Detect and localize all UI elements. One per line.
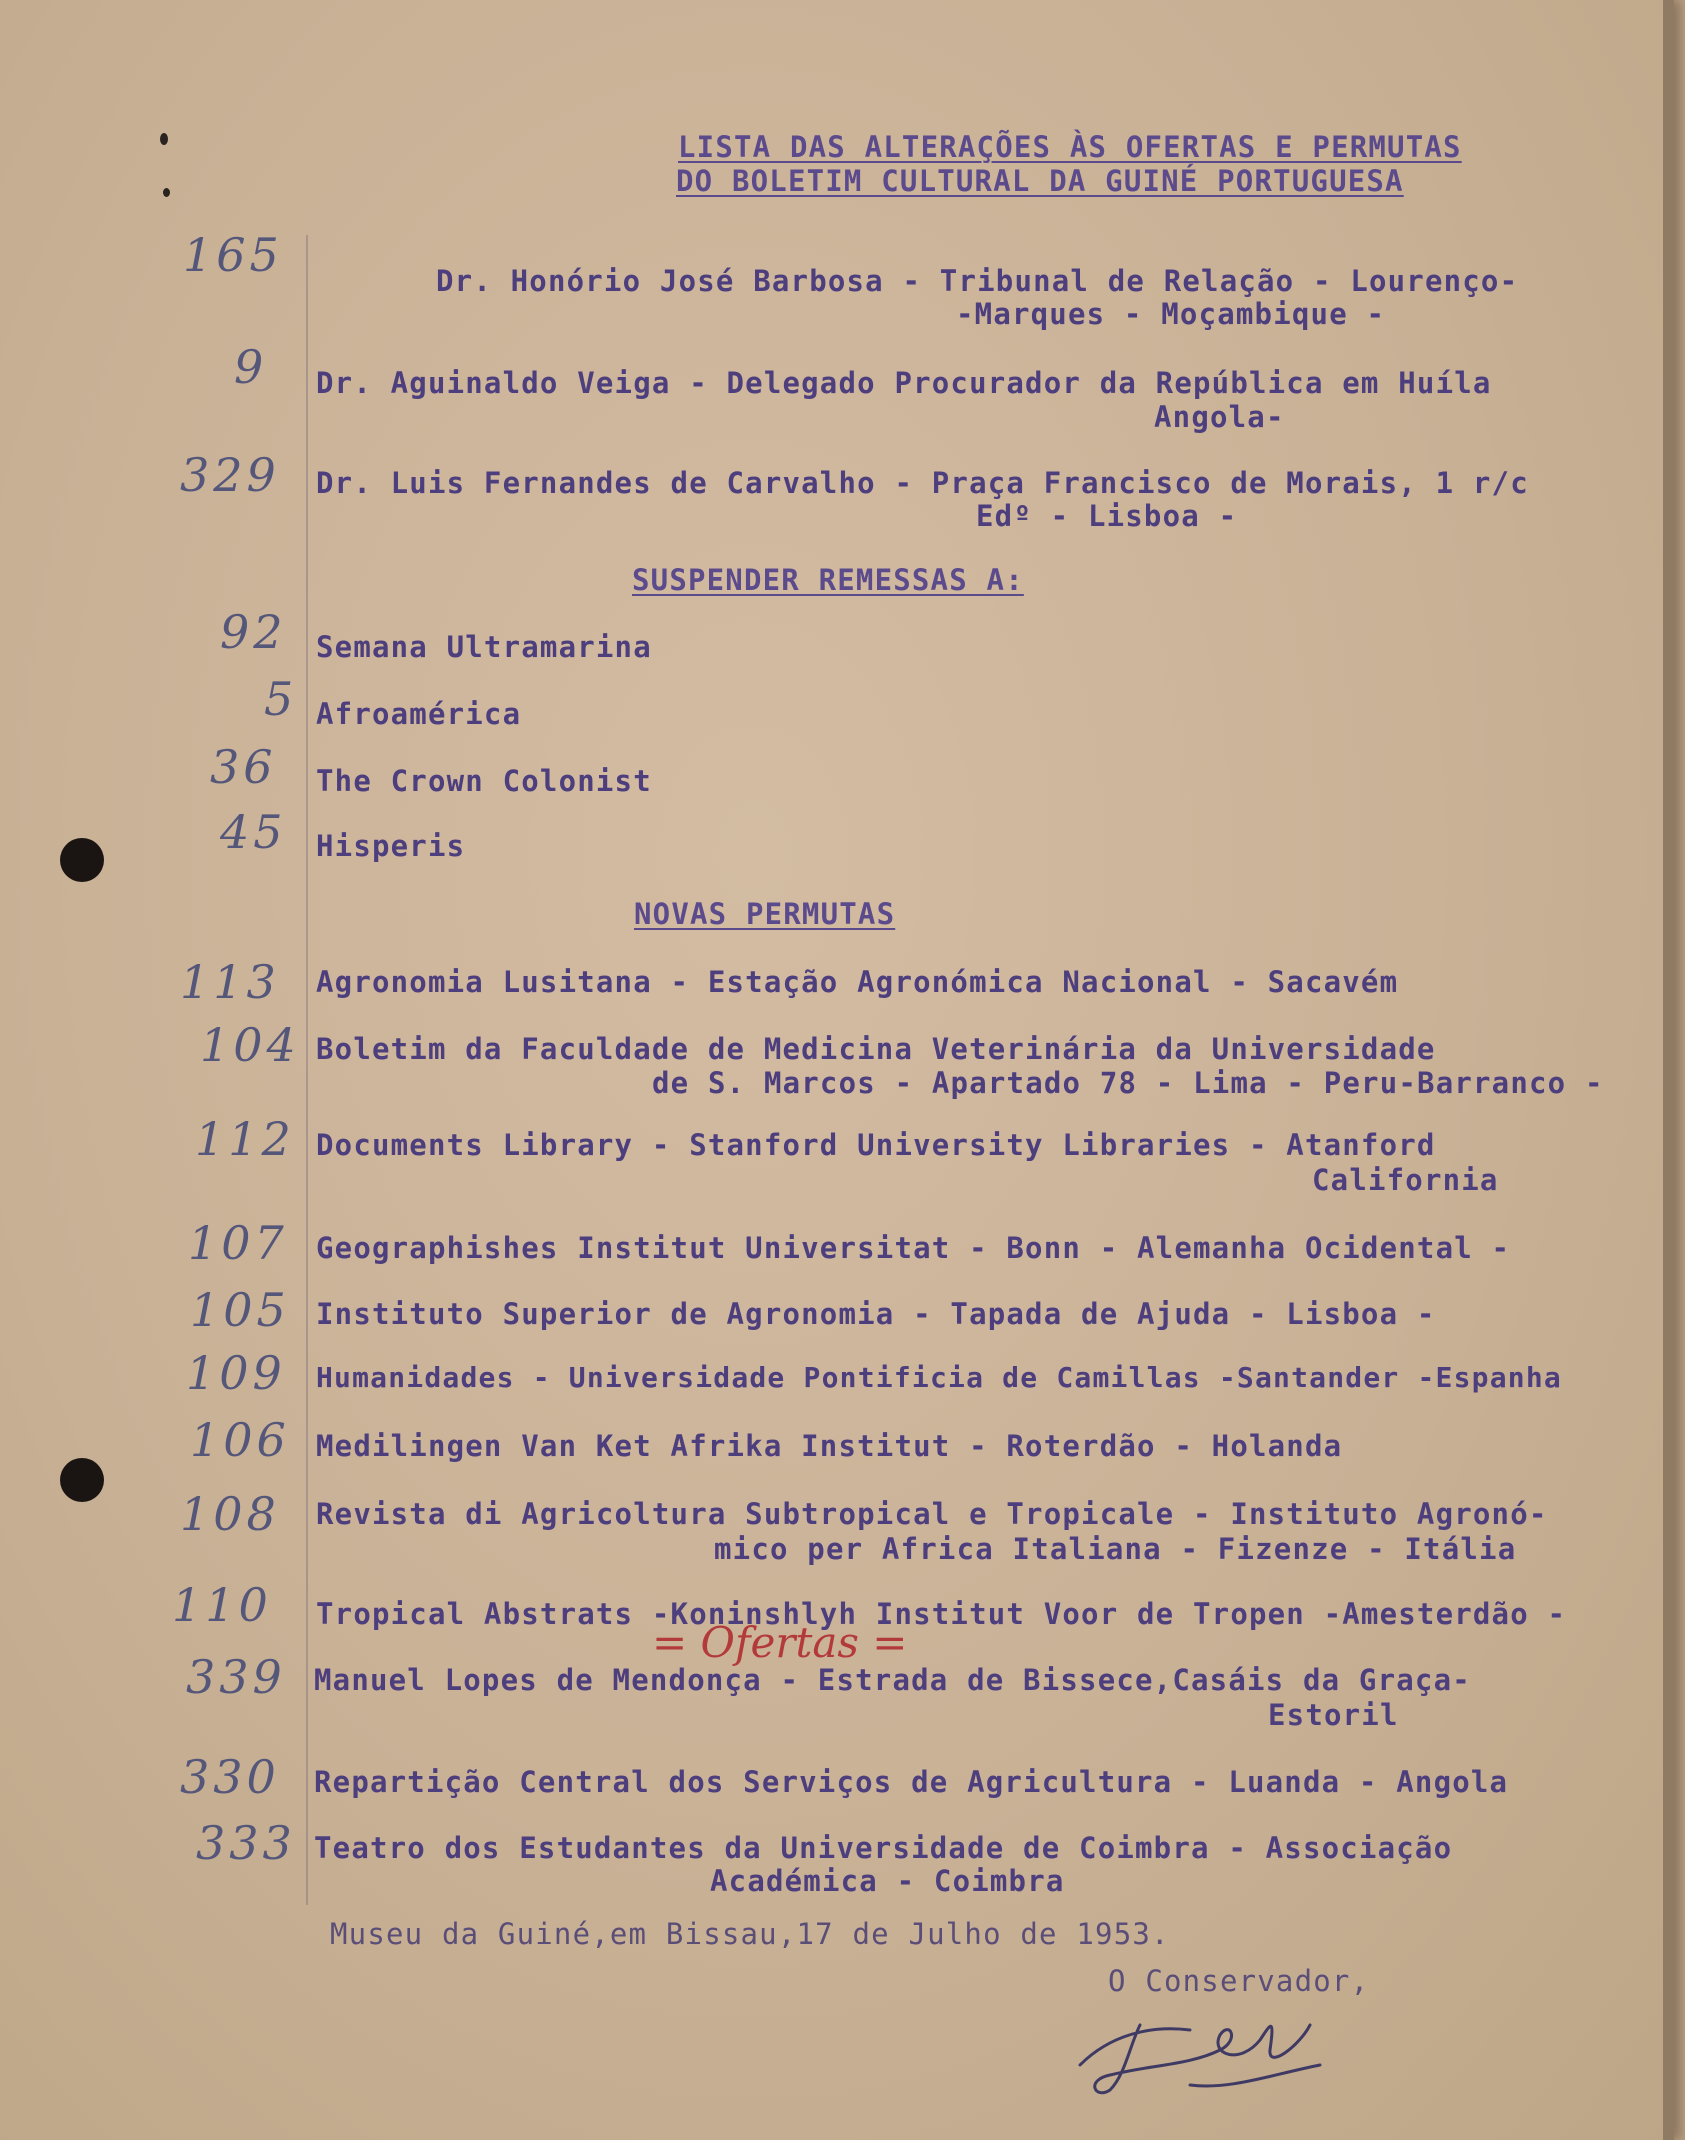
suspend-item: Hisperis xyxy=(316,829,466,863)
handwritten-number: 107 xyxy=(188,1216,288,1270)
exchange-line: Instituto Superior de Agronomia - Tapada de Ajuda - Lisboa - xyxy=(316,1297,1436,1331)
suspend-item: Semana Ultramarina xyxy=(316,630,652,664)
punch-hole-upper xyxy=(60,838,104,882)
exchange-line: de S. Marcos - Apartado 78 - Lima - Peru-Barranco - xyxy=(652,1066,1604,1100)
suspend-item: Afroamérica xyxy=(316,697,522,731)
exchange-line: Académica - Coimbra xyxy=(710,1864,1065,1898)
exchange-line: Repartição Central dos Serviços de Agricultura - Luanda - Angola xyxy=(314,1765,1509,1799)
entry-line: Dr. Aguinaldo Veiga - Delegado Procurador da República em Huíla xyxy=(316,366,1492,400)
handwritten-annotation-ofertas: = Ofertas = xyxy=(652,1618,908,1667)
entry-line: Dr. Honório José Barbosa - Tribunal de Relação - Lourenço- xyxy=(436,264,1519,298)
punch-hole-lower xyxy=(60,1458,104,1502)
handwritten-number: 113 xyxy=(180,955,280,1009)
signatory-role: O Conservador, xyxy=(1108,1964,1370,1998)
entry-line: Dr. Luis Fernandes de Carvalho - Praça Francisco de Morais, 1 r/c xyxy=(316,466,1529,500)
suspend-item: The Crown Colonist xyxy=(316,764,652,798)
handwritten-number: 106 xyxy=(190,1413,290,1467)
section-heading-suspend: SUSPENDER REMESSAS A: xyxy=(632,563,1024,597)
ink-spot xyxy=(160,133,168,145)
exchange-line: Tropical Abstrats -Koninshlyh Institut Voor de Tropen -Amesterdão - xyxy=(316,1597,1567,1631)
exchange-line: Manuel Lopes de Mendonça - Estrada de Bissece,Casáis da Graça- xyxy=(314,1663,1471,1697)
margin-line xyxy=(306,235,308,1905)
exchange-line: Boletim da Faculdade de Medicina Veterinária da Universidade xyxy=(316,1032,1436,1066)
exchange-line: California xyxy=(1312,1163,1499,1197)
page-edge xyxy=(1663,0,1674,2140)
entry-line: -Marques - Moçambique - xyxy=(956,297,1386,331)
exchange-line: Estoril xyxy=(1268,1698,1399,1732)
title-line-1: LISTA DAS ALTERAÇÕES ÀS OFERTAS E PERMUTAS xyxy=(678,130,1462,164)
handwritten-number: 339 xyxy=(186,1650,286,1704)
exchange-line: Medilingen Van Ket Afrika Institut - Roterdão - Holanda xyxy=(316,1429,1343,1463)
handwritten-number: 9 xyxy=(234,340,268,394)
title-line-2: DO BOLETIM CULTURAL DA GUINÉ PORTUGUESA xyxy=(676,164,1404,198)
handwritten-number: 109 xyxy=(186,1346,286,1400)
exchange-line: Humanidades - Universidade Pontificia de Camillas -Santander -Espanha xyxy=(316,1361,1562,1394)
handwritten-number: 108 xyxy=(180,1487,280,1541)
handwritten-number: 5 xyxy=(264,672,298,726)
handwritten-number: 45 xyxy=(220,805,287,859)
exchange-line: Revista di Agricoltura Subtropical e Tropicale - Instituto Agronó- xyxy=(316,1497,1548,1531)
entry-line: Edº - Lisboa - xyxy=(976,499,1238,533)
handwritten-number: 110 xyxy=(172,1578,272,1632)
handwritten-number: 330 xyxy=(180,1750,280,1804)
handwritten-number: 104 xyxy=(200,1018,300,1072)
section-heading-new-exchanges: NOVAS PERMUTAS xyxy=(634,897,896,931)
handwritten-number: 333 xyxy=(196,1816,296,1870)
ink-spot xyxy=(163,188,170,197)
entry-line: Angola- xyxy=(1154,400,1285,434)
handwritten-number: 165 xyxy=(183,228,283,282)
handwritten-number: 105 xyxy=(190,1283,290,1337)
exchange-line: Documents Library - Stanford University Libraries - Atanford xyxy=(316,1128,1436,1162)
handwritten-number: 112 xyxy=(195,1112,295,1166)
handwritten-number: 36 xyxy=(210,740,277,794)
exchange-line: Geographishes Institut Universitat - Bonn - Alemanha Ocidental - xyxy=(316,1231,1511,1265)
exchange-line: Agronomia Lusitana - Estação Agronómica Nacional - Sacavém xyxy=(316,965,1399,999)
handwritten-signature xyxy=(1070,1995,1340,2105)
handwritten-number: 329 xyxy=(180,448,280,502)
handwritten-number: 92 xyxy=(220,605,287,659)
place-and-date: Museu da Guiné,em Bissau,17 de Julho de 1953. xyxy=(330,1917,1170,1951)
exchange-line: Teatro dos Estudantes da Universidade de Coimbra - Associação xyxy=(314,1831,1453,1865)
exchange-line: mico per Africa Italiana - Fizenze - Itália xyxy=(714,1532,1517,1566)
